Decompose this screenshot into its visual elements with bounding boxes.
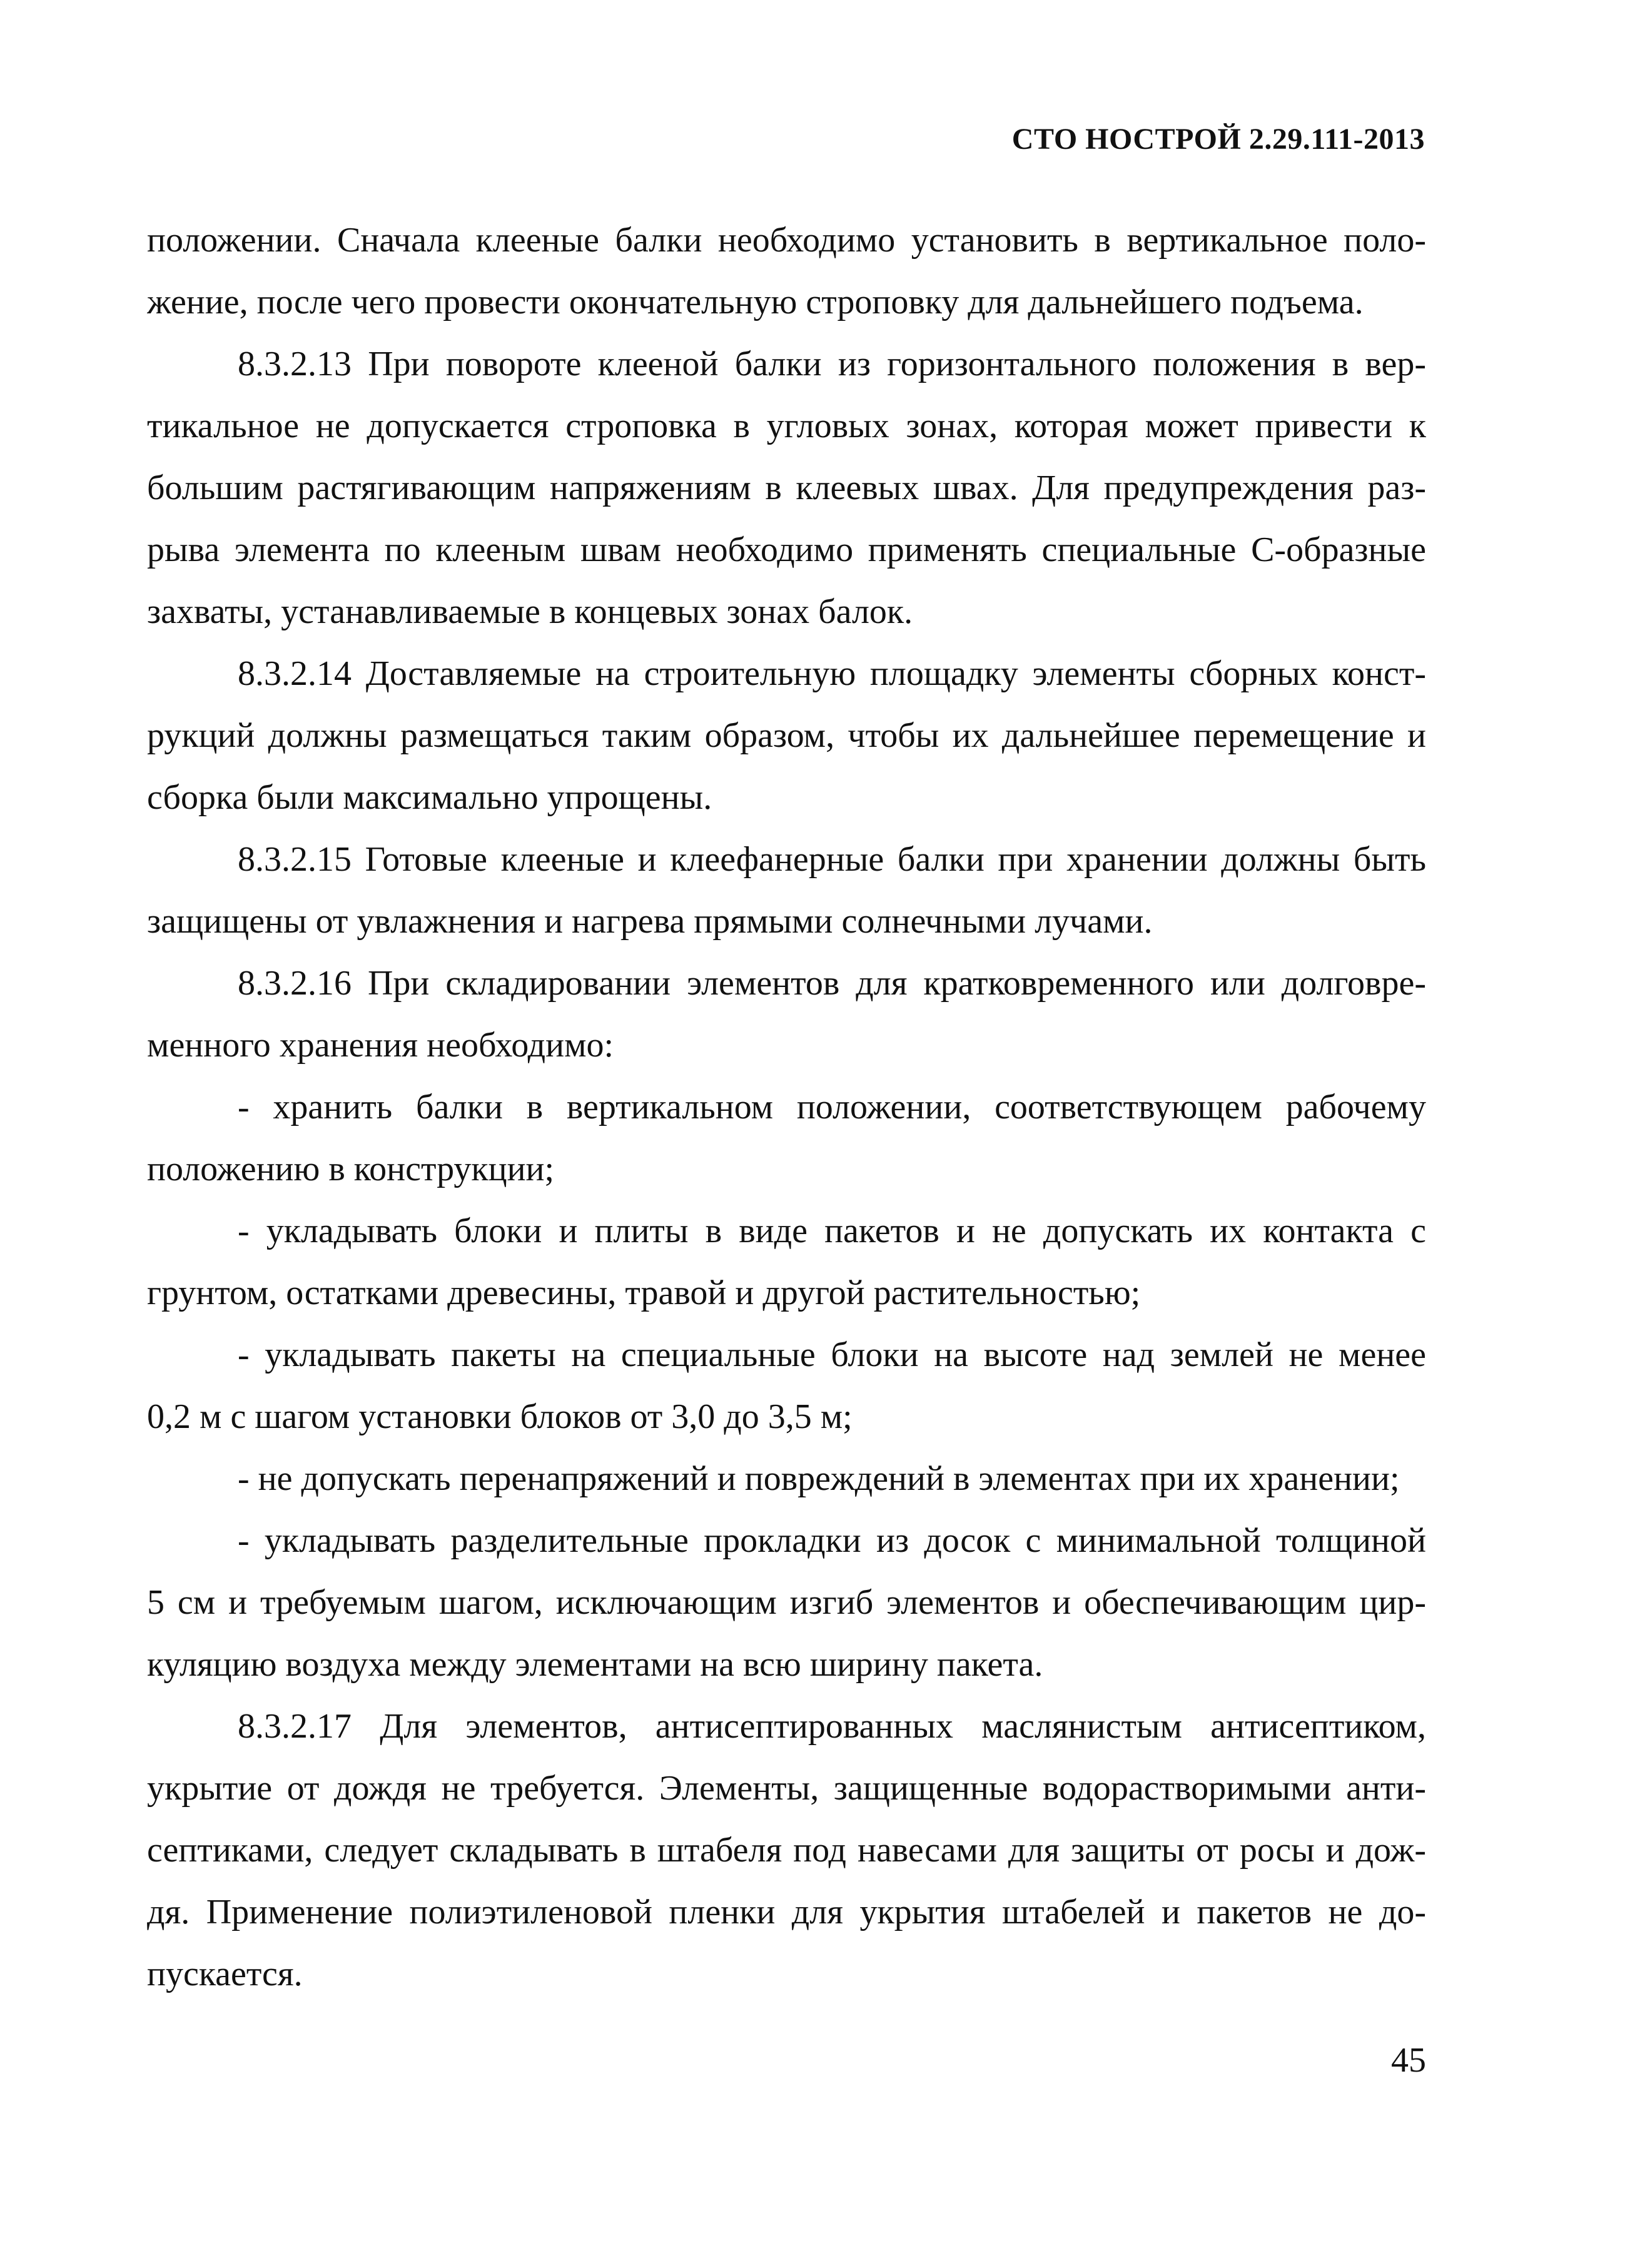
- text-line: 0,2 м с шагом установки блоков от 3,0 до 3,5 м;: [147, 1397, 853, 1436]
- text-line: жение, после чего провести окончательную строповку для дальнейшего подъема.: [147, 283, 1364, 321]
- text-line: захваты, устанавливаемые в концевых зонах балок.: [147, 592, 913, 631]
- text-line: грунтом, остатками древесины, травой и другой растительностью;: [147, 1273, 1141, 1312]
- text-line: рукций должны размещаться таким образом, чтобы их дальнейшее перемещение и: [147, 716, 1426, 755]
- text-line: сборка были максимально упрощены.: [147, 778, 712, 817]
- list-item-line: - укладывать блоки и плиты в виде пакетов и не допускать их контакта с: [238, 1212, 1426, 1250]
- paragraph-8-3-2-14-line: 8.3.2.14 Доставляемые на строительную площадку элементы сборных конст-: [238, 654, 1426, 693]
- text-line: пускается.: [147, 1955, 303, 1993]
- text-line: тикальное не допускается строповка в угловых зонах, которая может привести к: [147, 407, 1426, 445]
- page-number: 45: [1391, 2041, 1426, 2080]
- document-code-header: СТО НОСТРОЙ 2.29.111-2013: [1011, 123, 1425, 156]
- list-item-line: - укладывать разделительные прокладки из досок с минимальной толщиной: [238, 1521, 1426, 1560]
- paragraph-8-3-2-15-line: 8.3.2.15 Готовые клееные и клеефанерные балки при хранении должны быть: [238, 840, 1426, 879]
- list-item-line: - хранить балки в вертикальном положении, соответствующем рабочему: [238, 1088, 1426, 1126]
- list-item-line: - укладывать пакеты на специальные блоки на высоте над землей не менее: [238, 1335, 1426, 1374]
- text-line: защищены от увлажнения и нагрева прямыми солнечными лучами.: [147, 902, 1153, 941]
- text-line: укрытие от дождя не требуется. Элементы, защищенные водорастворимыми анти-: [147, 1769, 1426, 1808]
- text-line: большим растягивающим напряжениям в клеевых швах. Для предупреждения раз-: [147, 468, 1426, 507]
- paragraph-8-3-2-13-line: 8.3.2.13 При повороте клееной балки из горизонтального положения в вер-: [238, 345, 1426, 383]
- text-line: септиками, следует складывать в штабеля под навесами для защиты от росы и дож-: [147, 1831, 1426, 1870]
- body-text: [147, 210, 1426, 2005]
- list-item-line: - не допускать перенапряжений и повреждений в элементах при их хранении;: [238, 1459, 1400, 1498]
- text-line: положении. Сначала клееные балки необходимо установить в вертикальное поло-: [147, 221, 1426, 260]
- text-line: куляцию воздуха между элементами на всю ширину пакета.: [147, 1645, 1043, 1684]
- paragraph-8-3-2-17-line: 8.3.2.17 Для элементов, антисептированных маслянистым антисептиком,: [238, 1707, 1426, 1746]
- text-line: менного хранения необходимо:: [147, 1026, 614, 1065]
- text-line: рыва элемента по клееным швам необходимо применять специальные С-образные: [147, 530, 1426, 569]
- text-line: 5 см и требуемым шагом, исключающим изгиб элементов и обеспечивающим цир-: [147, 1583, 1426, 1622]
- paragraph-8-3-2-16-line: 8.3.2.16 При складировании элементов для кратковременного или долговре-: [238, 964, 1426, 1003]
- text-line: положению в конструкции;: [147, 1150, 555, 1188]
- text-line: дя. Применение полиэтиленовой пленки для укрытия штабелей и пакетов не до-: [147, 1893, 1426, 1931]
